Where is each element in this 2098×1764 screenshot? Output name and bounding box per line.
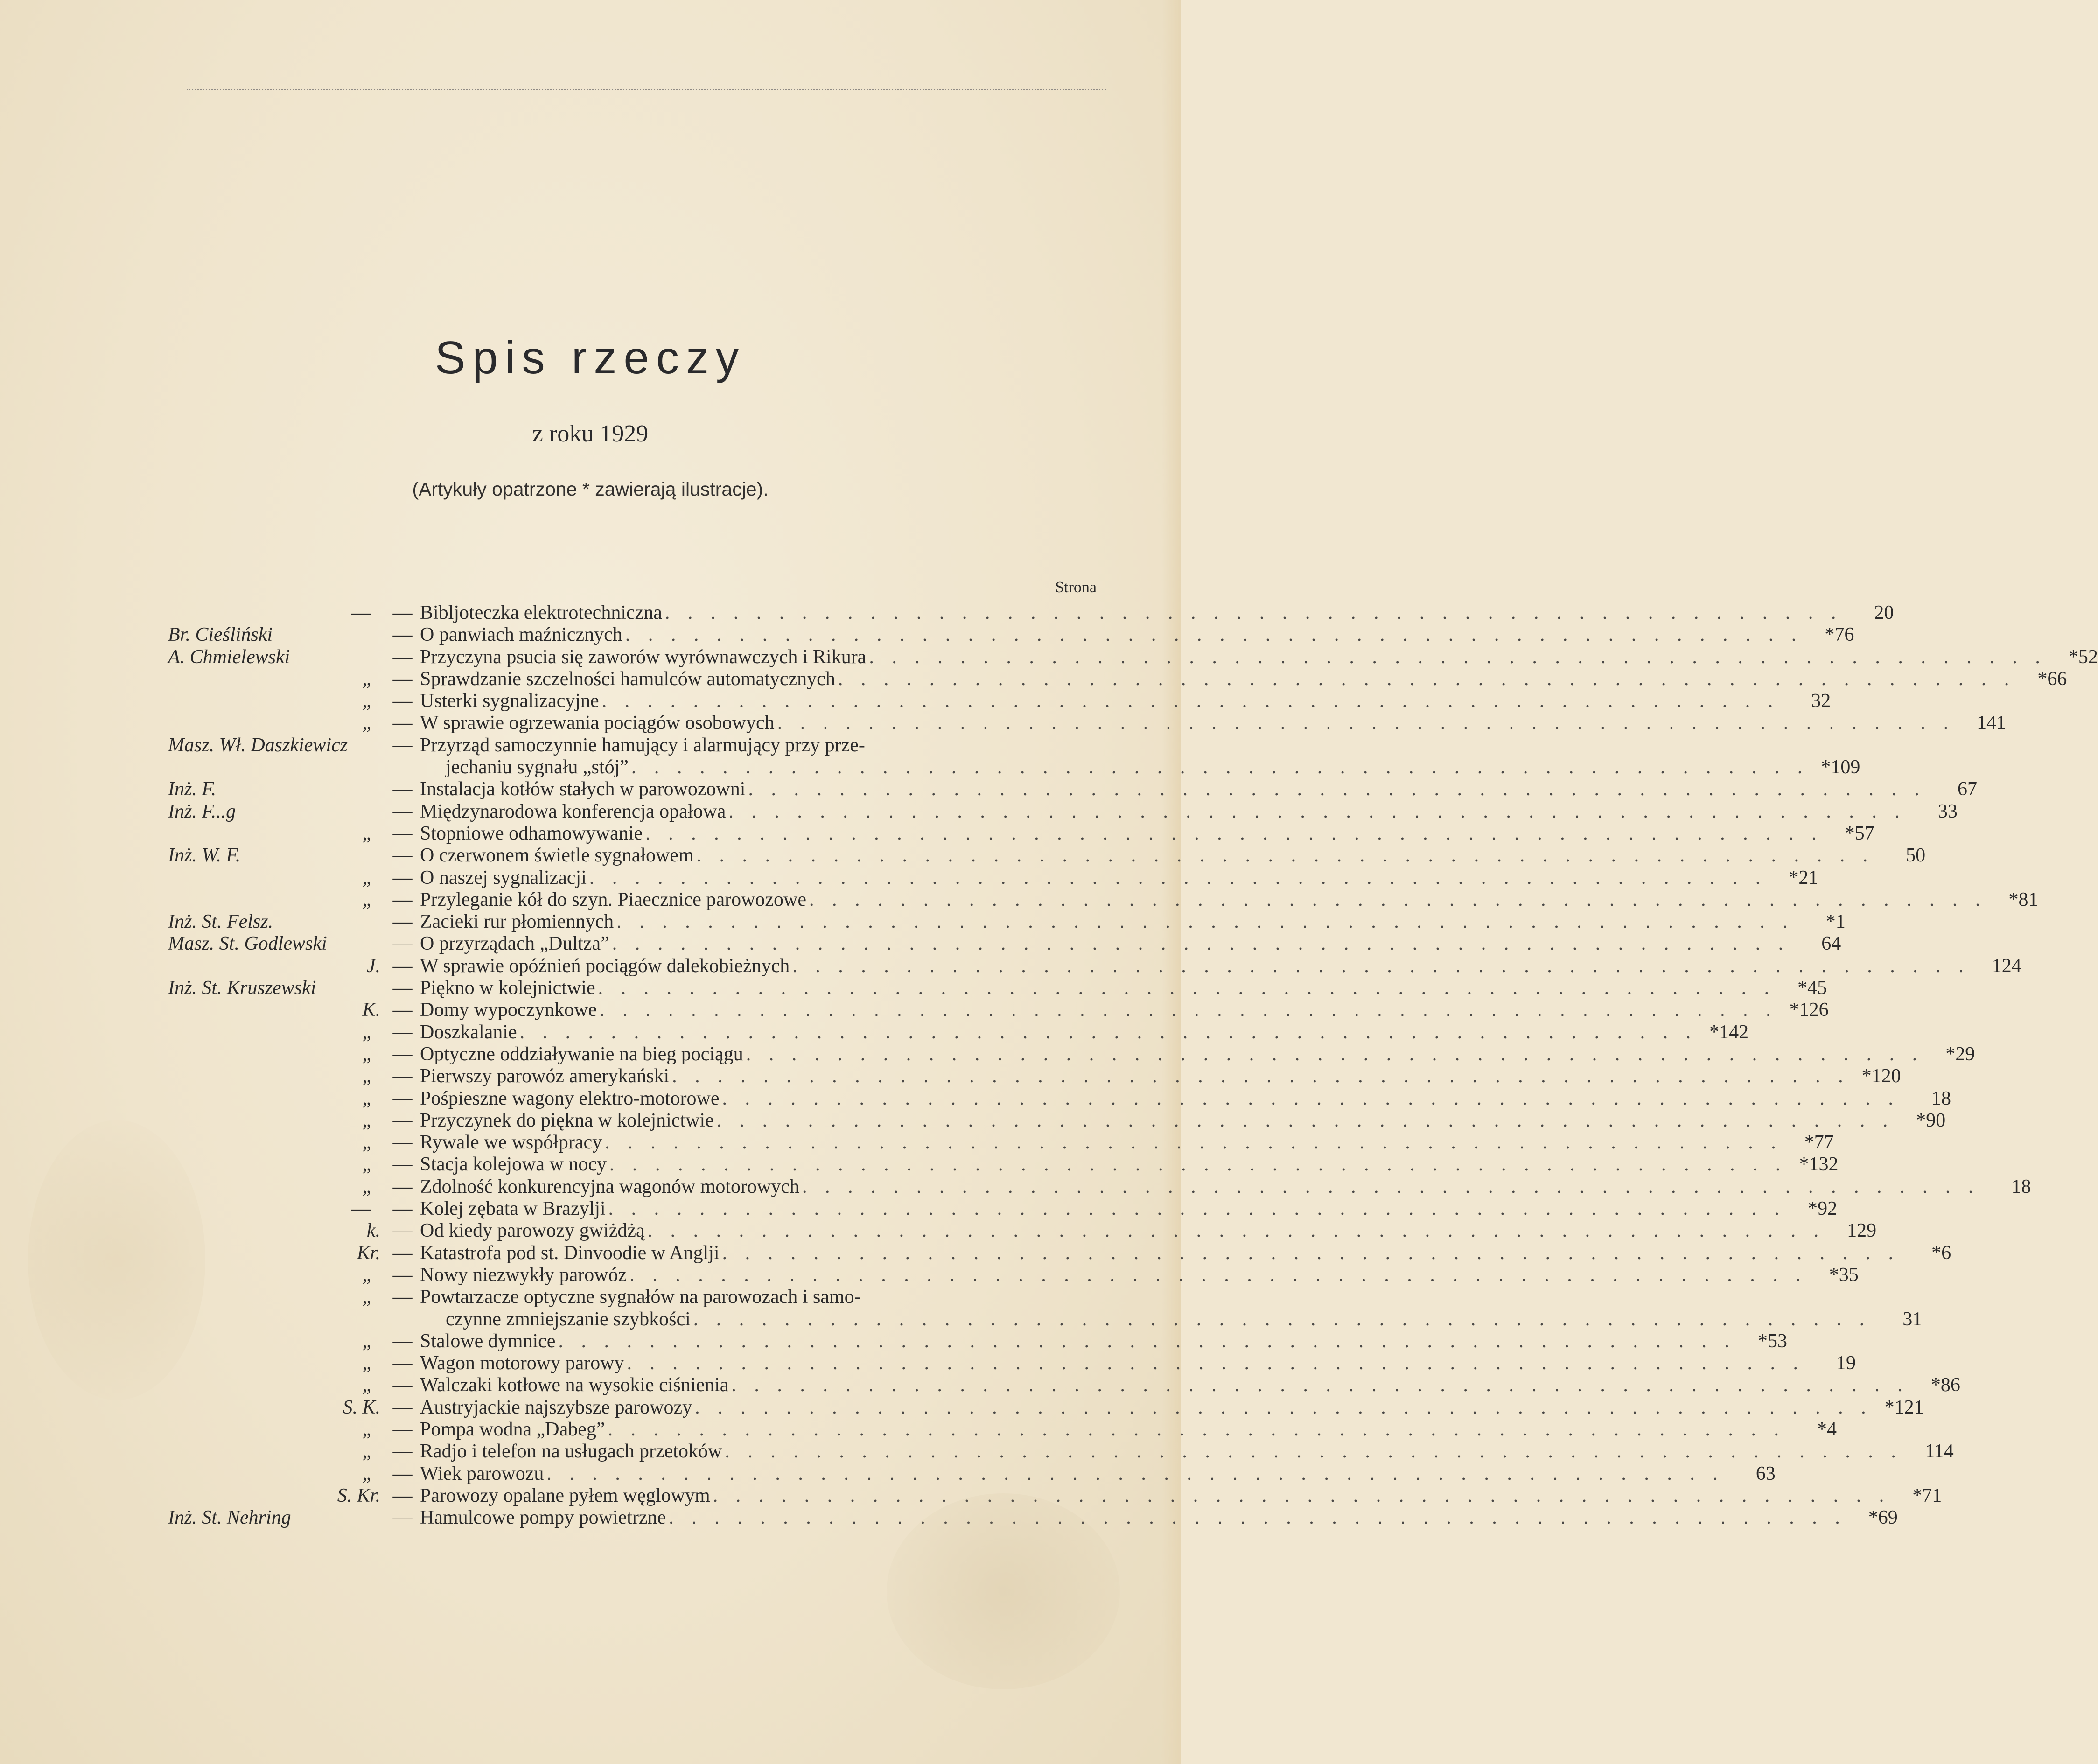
page-column-header: Strona [1055, 579, 1097, 596]
toc-title: Instalacja kotłów stałych w parowozowni [420, 778, 746, 800]
toc-author: Inż. F...g [168, 800, 236, 822]
toc-author: „ [362, 867, 371, 889]
toc-dash: — [392, 1220, 413, 1242]
toc-page-number: *52 [2068, 646, 2098, 668]
toc-title: Pierwszy parowóz amerykański [420, 1065, 670, 1087]
toc-author: Inż. F. [168, 778, 217, 800]
toc-title: Katastrofa pod st. Dinvoodie w Anglji [420, 1242, 720, 1264]
toc-entry [168, 1220, 1877, 1242]
toc-page-number: 33 [1937, 800, 1958, 822]
toc-entry [168, 1418, 1837, 1441]
toc-dash: — [392, 800, 413, 822]
toc-dash: — [392, 1109, 413, 1131]
toc-entry [168, 734, 1860, 779]
toc-page-number: *69 [1868, 1507, 1898, 1529]
toc-entry [168, 845, 1926, 867]
toc-title: Powtarzacze optyczne sygnałów na parowozach i samo- [420, 1286, 861, 1308]
toc-page-number: *81 [2008, 889, 2038, 910]
toc-title: O panwiach maźnicznych [420, 624, 622, 646]
leader-dots [609, 933, 1790, 955]
toc-entry [168, 1330, 1787, 1352]
toc-title: Pośpieszne wagony elektro-motorowe [420, 1087, 720, 1109]
toc-entry [168, 911, 1846, 933]
toc-title: czynne zmniejszanie szybkości [446, 1308, 691, 1330]
toc-author: Inż. St. Kruszewski [168, 977, 316, 999]
toc-entry [168, 1352, 1856, 1374]
toc-entry [168, 999, 1829, 1021]
toc-dash: — [392, 955, 413, 977]
leader-dots [555, 1330, 1736, 1352]
toc-entry [168, 1286, 1923, 1330]
toc-entry [168, 867, 1818, 889]
toc-author: „ [362, 1154, 371, 1176]
toc-author: — [351, 1198, 371, 1220]
toc-entry [168, 646, 2098, 668]
toc-dash: — [392, 1330, 413, 1352]
toc-title: Parowozy opalane pyłem węglowym [420, 1484, 710, 1506]
toc-author: „ [362, 1065, 371, 1087]
toc-page-number: *4 [1817, 1418, 1837, 1440]
toc-entry [168, 1484, 1942, 1507]
toc-title: Bibljoteczka elektrotechniczna [420, 602, 662, 623]
toc-page-number: 141 [1977, 712, 2007, 734]
toc-page-number: *126 [1789, 999, 1829, 1021]
toc-page-number: *132 [1799, 1154, 1839, 1176]
toc-dash: — [392, 933, 413, 955]
toc-title: Kolej zębata w Brazylji [420, 1198, 606, 1220]
leader-dots [627, 1264, 1807, 1286]
toc-author: „ [362, 668, 371, 690]
toc-entry [168, 933, 1841, 955]
toc-title: Radjo i telefon na usługach przetoków [420, 1441, 722, 1463]
leader-dots [720, 1242, 1900, 1264]
toc-dash: — [392, 734, 413, 756]
toc-page-number: *21 [1789, 867, 1818, 889]
toc-title: Doszkalanie [420, 1021, 517, 1043]
leader-dots [692, 1397, 1873, 1419]
toc-dash: — [392, 1396, 413, 1418]
toc-author: Inż. W. F. [168, 845, 241, 867]
toc-page-number: 18 [1931, 1087, 1951, 1109]
toc-author: Masz. Wł. Daszkiewicz [168, 734, 348, 756]
leader-dots [606, 1198, 1786, 1220]
toc-entry [168, 955, 2021, 977]
toc-author: „ [362, 1374, 371, 1396]
toc-page-number: 32 [1811, 690, 1831, 712]
toc-dash: — [392, 822, 413, 844]
toc-title: Rywale we współpracy [420, 1132, 602, 1154]
toc-author: Br. Cieśliński [168, 624, 273, 646]
toc-page-number: *45 [1797, 977, 1827, 999]
toc-entry [168, 1132, 1834, 1154]
toc-author: Masz. St. Godlewski [168, 933, 327, 955]
toc-author: „ [362, 1463, 371, 1484]
toc-dash: — [392, 778, 413, 800]
toc-entry [168, 977, 1827, 999]
toc-author: J. [366, 955, 380, 977]
toc-author: „ [362, 690, 371, 712]
toc-entry [168, 1441, 1954, 1463]
toc-page-number: 18 [2011, 1176, 2031, 1197]
toc-author: „ [362, 1441, 371, 1463]
toc-entry [168, 1242, 1951, 1264]
leader-dots [691, 1309, 1871, 1330]
page-subtitle: z roku 1929 [532, 420, 649, 447]
toc-page-number: *71 [1912, 1484, 1942, 1506]
toc-entry [168, 889, 2038, 911]
toc-dash: — [392, 1043, 413, 1065]
toc-dash: — [392, 624, 413, 646]
toc-page-number: *29 [1945, 1043, 1975, 1065]
leader-dots [728, 1374, 1909, 1396]
toc-title: Od kiedy parowozy gwiżdżą [420, 1220, 645, 1242]
leader-dots [587, 867, 1767, 889]
toc-title: jechaniu sygnału „stój” [446, 756, 629, 778]
illustration-note: (Artykuły opatrzone * zawierają ilustracje). [412, 478, 769, 500]
leader-dots [866, 646, 2047, 668]
toc-title: Wiek parowozu [420, 1463, 544, 1484]
toc-dash: — [392, 1484, 413, 1506]
toc-title: Przyczynek do piękna w kolejnictwie [420, 1109, 714, 1131]
leader-dots [614, 911, 1794, 933]
toc-page-number: *109 [1821, 756, 1860, 778]
toc-title: Usterki sygnalizacyjne [420, 690, 599, 712]
toc-title: Przyczyna psucia się zaworów wyrównawczych i Rikura [420, 646, 867, 668]
toc-dash: — [392, 1441, 413, 1463]
toc-author: „ [362, 1176, 371, 1197]
toc-title: W sprawie opóźnień pociągów dalekobieżnych [420, 955, 790, 977]
toc-author: „ [362, 712, 371, 734]
toc-dash: — [392, 1176, 413, 1197]
toc-page-number: *35 [1829, 1264, 1859, 1286]
toc-dash: — [392, 1242, 413, 1264]
table-of-contents [168, 602, 2098, 1529]
toc-title: Międzynarodowa konferencja opałowa [420, 800, 726, 822]
toc-entry [168, 778, 1977, 800]
toc-page-number: 31 [1902, 1308, 1923, 1330]
toc-entry [168, 1264, 1859, 1286]
toc-page-number: 114 [1925, 1441, 1954, 1463]
toc-entry [168, 822, 1874, 845]
toc-title: Zdolność konkurencyjna wagonów motorowych [420, 1176, 799, 1197]
toc-entry [168, 690, 1831, 712]
toc-page-number: *1 [1825, 911, 1846, 933]
toc-dash: — [392, 1286, 413, 1308]
toc-page-number: *76 [1825, 624, 1854, 646]
toc-page-number: 67 [1957, 778, 1977, 800]
toc-title: Przyrząd samoczynnie hamujący i alarmujący przy prze- [420, 734, 865, 756]
toc-dash: — [392, 1264, 413, 1286]
toc-dash: — [392, 668, 413, 690]
leader-dots [597, 999, 1777, 1021]
toc-title: Austryjackie najszybsze parowozy [420, 1396, 692, 1418]
toc-author: „ [362, 1418, 371, 1440]
toc-title: Piękno w kolejnictwie [420, 977, 595, 999]
leader-dots [745, 778, 1926, 800]
toc-author: „ [362, 1109, 371, 1131]
toc-dash: — [392, 1374, 413, 1396]
toc-dash: — [392, 889, 413, 910]
toc-author: S. Kr. [337, 1484, 380, 1506]
toc-dash: — [392, 1198, 413, 1220]
toc-entry [168, 1087, 1951, 1110]
leader-dots [629, 756, 1809, 778]
toc-dash: — [392, 867, 413, 889]
toc-entry [168, 800, 1958, 823]
leader-dots [799, 1176, 1980, 1198]
leader-dots [720, 1088, 1900, 1110]
toc-title: Stacja kolejowa w nocy [420, 1154, 607, 1176]
toc-dash: — [392, 999, 413, 1021]
toc-page-number: *66 [2037, 668, 2067, 690]
toc-page-number: *57 [1845, 822, 1874, 844]
toc-entry [168, 712, 2007, 734]
toc-title: Sprawdzanie szczelności hamulców automatycznych [420, 668, 835, 690]
toc-author: „ [362, 1087, 371, 1109]
toc-page-number: *120 [1861, 1065, 1901, 1087]
toc-entry [168, 602, 1894, 624]
leader-dots [710, 1485, 1891, 1507]
leader-dots [743, 1043, 1924, 1065]
toc-author: „ [362, 1352, 371, 1374]
leader-dots [624, 1352, 1805, 1374]
toc-dash: — [392, 1352, 413, 1374]
toc-dash: — [392, 1463, 413, 1484]
toc-dash: — [392, 602, 413, 623]
toc-dash: — [392, 1418, 413, 1440]
toc-entry [168, 1396, 1924, 1419]
toc-author: Kr. [357, 1242, 380, 1264]
leader-dots [645, 1220, 1825, 1242]
toc-dash: — [392, 690, 413, 712]
leader-dots [622, 624, 1803, 646]
toc-author: S. K. [343, 1396, 380, 1418]
toc-title: Zacieki rur płomiennych [420, 911, 614, 933]
toc-author: k. [366, 1220, 380, 1242]
toc-title: Optyczne oddziaływanie na bieg pociągu [420, 1043, 743, 1065]
toc-dash: — [392, 911, 413, 933]
leader-dots [544, 1463, 1724, 1485]
toc-dash: — [392, 1507, 413, 1529]
toc-page-number: *53 [1757, 1330, 1787, 1352]
toc-page-number: *92 [1808, 1198, 1838, 1220]
toc-author: K. [362, 999, 380, 1021]
toc-dash: — [392, 646, 413, 668]
leader-dots [835, 668, 2016, 690]
toc-title: Walczaki kotłowe na wysokie ciśnienia [420, 1374, 729, 1396]
toc-dash: — [392, 712, 413, 734]
toc-title: Stalowe dymnice [420, 1330, 556, 1352]
toc-page-number: *90 [1916, 1109, 1946, 1131]
toc-dash: — [392, 1021, 413, 1043]
toc-author: — [351, 602, 371, 623]
toc-title: O przyrządach „Dultza” [420, 933, 609, 955]
toc-dash: — [392, 977, 413, 999]
toc-page-number: 63 [1755, 1463, 1776, 1484]
toc-entry [168, 624, 1854, 646]
toc-author: A. Chmielewski [168, 646, 290, 668]
toc-page-number: 19 [1836, 1352, 1856, 1374]
leader-dots [605, 1419, 1786, 1441]
toc-page-number: 20 [1874, 602, 1894, 623]
toc-author: „ [362, 1043, 371, 1065]
toc-author: Inż. St. Felsz. [168, 911, 273, 933]
toc-page-number: 50 [1906, 845, 1926, 867]
toc-author: „ [362, 1132, 371, 1154]
toc-page-number: *142 [1709, 1021, 1749, 1043]
toc-title: Nowy niezwykły parowóz [420, 1264, 627, 1286]
toc-page-number: *86 [1930, 1374, 1960, 1396]
toc-entry [168, 1043, 1975, 1065]
toc-entry [168, 1021, 1749, 1043]
leader-dots [666, 1507, 1846, 1529]
toc-page-number: 124 [1992, 955, 2021, 977]
toc-author: „ [362, 1330, 371, 1352]
toc-title: O czerwonem świetle sygnałowem [420, 845, 694, 867]
toc-dash: — [392, 1065, 413, 1087]
toc-entry [168, 1463, 1776, 1485]
toc-dash: — [392, 845, 413, 867]
toc-author: „ [362, 822, 371, 844]
toc-entry [168, 668, 2067, 690]
toc-entry [168, 1198, 1838, 1220]
toc-title: W sprawie ogrzewania pociągów osobowych [420, 712, 775, 734]
leader-dots [726, 801, 1906, 823]
leader-dots [714, 1110, 1895, 1132]
leader-dots [643, 823, 1823, 845]
toc-dash: — [392, 1132, 413, 1154]
toc-title: Pompa wodna „Dabeg” [420, 1418, 605, 1440]
leader-dots [790, 955, 1970, 977]
toc-author: „ [362, 1286, 371, 1308]
leader-dots [607, 1154, 1787, 1176]
toc-title: Przyleganie kół do szyn. Piaecznice parowozowe [420, 889, 807, 910]
toc-dash: — [392, 1087, 413, 1109]
toc-author: „ [362, 889, 371, 910]
leader-dots [806, 889, 1987, 911]
toc-title: Stopniowe odhamowywanie [420, 822, 643, 844]
toc-page-number: 64 [1821, 933, 1841, 955]
leader-dots [599, 690, 1780, 712]
leader-dots [669, 1065, 1850, 1087]
toc-title: Hamulcowe pompy powietrzne [420, 1507, 666, 1529]
toc-title: O naszej sygnalizacji [420, 867, 587, 889]
toc-author: Inż. St. Nehring [168, 1507, 291, 1529]
toc-entry [168, 1154, 1839, 1176]
top-dotted-rule [187, 89, 1106, 90]
show-through-ghost-large [0, 140, 1181, 301]
toc-author: „ [362, 1021, 371, 1043]
leader-dots [595, 977, 1776, 999]
toc-entry [168, 1065, 1901, 1087]
leader-dots [694, 845, 1874, 867]
toc-entry [168, 1507, 1898, 1529]
leader-dots [662, 602, 1843, 624]
toc-title: Wagon motorowy parowy [420, 1352, 624, 1374]
page-title: Spis rzeczy [434, 332, 746, 383]
toc-author: „ [362, 1264, 371, 1286]
toc-dash: — [392, 1154, 413, 1176]
toc-page-number: *77 [1804, 1132, 1834, 1154]
leader-dots [775, 712, 1955, 734]
toc-page-number: *121 [1884, 1396, 1924, 1418]
leader-dots [517, 1022, 1698, 1043]
toc-page-number: *6 [1931, 1242, 1951, 1264]
toc-entry [168, 1374, 1960, 1396]
toc-entry [168, 1109, 1946, 1132]
toc-entry [168, 1176, 2031, 1198]
leader-dots [722, 1441, 1902, 1463]
toc-page-number: 129 [1847, 1220, 1877, 1242]
toc-title: Domy wypoczynkowe [420, 999, 597, 1021]
leader-dots [602, 1132, 1783, 1154]
